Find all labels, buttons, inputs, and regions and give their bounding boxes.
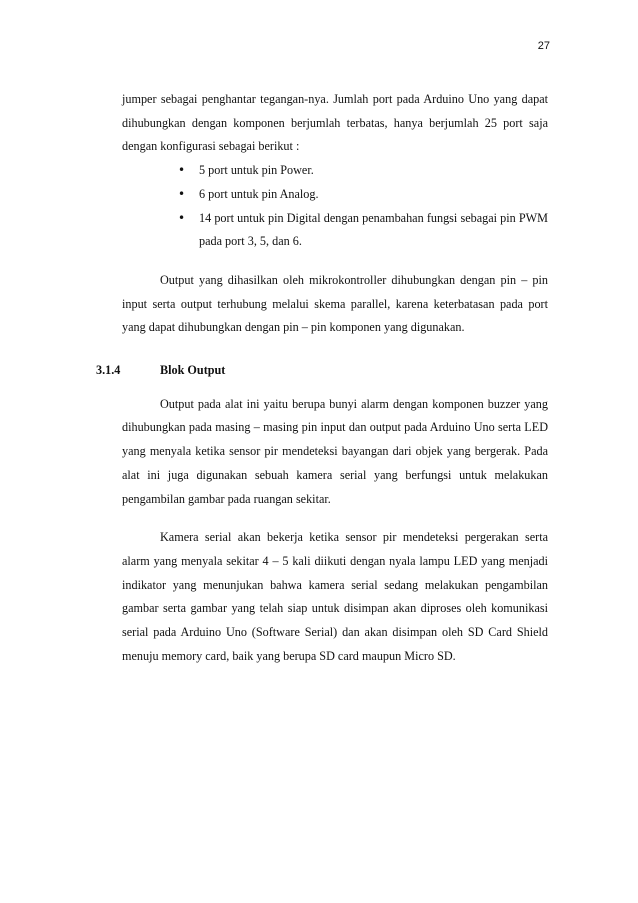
section-title: Blok Output (160, 363, 226, 378)
port-config-list (122, 159, 548, 254)
paragraph-output-wiring: Output yang dihasilkan oleh mikrokontroller dihubungkan dengan pin – pin input serta output terhubung melalui skema parallel, karena keterbatasan pada port yang dapat dihubungkan dengan pin – pin komponen yang digunakan. (122, 272, 548, 335)
list-item-power: • 5 port untuk pin Power. (199, 159, 548, 183)
paragraph-camera-description: Kamera serial akan bekerja ketika sensor pir mendeteksi pergerakan serta alarm yang menyala sekitar 4 – 5 kali diikuti dengan nyala lampu LED yang menjadi indikator yang menunjukan bahwa kamera serial sedang melakukan pengambilan gambar serta gambar yang telah siap untuk disimpan akan diproses oleh komunikasi serial pada Arduino Uno (Software Serial) dan akan disimpan oleh SD Card Shield menuju memory card, baik yang berupa SD card maupun Micro SD. (122, 530, 548, 663)
paragraph-output-description: Output pada alat ini yaitu berupa bunyi alarm dengan komponen buzzer yang dihubungkan pada masing – masing pin input dan output pada Arduino Uno serta LED yang menyala ketika sensor pir mendeteksi bayangan dari objek yang bergerak. Pada alat ini juga digunakan sebuah kamera serial yang berfungsi untuk melakukan pengambilan gambar pada ruangan sekitar. (122, 396, 548, 506)
paragraph-port-intro: jumper sebagai penghantar tegangan-nya. Jumlah port pada Arduino Uno yang dapat dihubungkan dengan komponen berjumlah terbatas, hanya berjumlah 25 port saja dengan konfigurasi sebagai berikut : (122, 92, 548, 154)
document-body (96, 88, 548, 668)
section-heading (96, 359, 548, 383)
list-item-digital: • 14 port untuk pin Digital dengan penambahan fungsi sebagai pin PWM pada port 3, 5, dan 6. (199, 207, 548, 254)
list-item-analog: • 6 port untuk pin Analog. (199, 183, 548, 207)
section-number: 3.1.4 (96, 363, 121, 378)
page-number: 27 (537, 40, 550, 52)
